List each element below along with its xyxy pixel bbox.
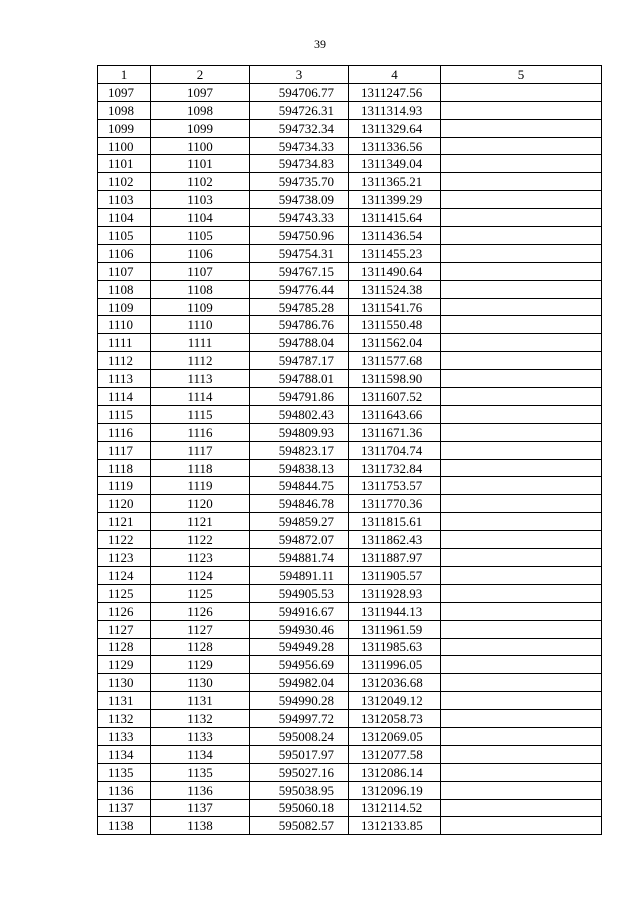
point-number-cell: 1134	[98, 745, 151, 763]
column-header-5: 5	[441, 66, 602, 84]
point-id-cell: 1137	[151, 799, 250, 817]
table-row	[98, 495, 602, 513]
table-row	[98, 209, 602, 227]
point-number-cell: 1132	[98, 710, 151, 728]
point-id-cell: 1114	[151, 388, 250, 406]
note-cell	[441, 781, 602, 799]
table-row	[98, 799, 602, 817]
table-row	[98, 405, 602, 423]
note-cell	[441, 602, 602, 620]
point-id-cell: 1103	[151, 191, 250, 209]
table-row	[98, 566, 602, 584]
x-coordinate-cell: 594846.78	[250, 495, 349, 513]
y-coordinate-cell: 1311905.57	[349, 566, 441, 584]
y-coordinate-cell: 1312133.85	[349, 817, 441, 835]
note-cell	[441, 763, 602, 781]
y-coordinate-cell: 1311944.13	[349, 602, 441, 620]
point-number-cell: 1102	[98, 173, 151, 191]
table-row	[98, 155, 602, 173]
note-cell	[441, 745, 602, 763]
point-number-cell: 1115	[98, 405, 151, 423]
point-id-cell: 1121	[151, 513, 250, 531]
table-row	[98, 674, 602, 692]
x-coordinate-cell: 594990.28	[250, 692, 349, 710]
x-coordinate-cell: 594767.15	[250, 262, 349, 280]
point-number-cell: 1130	[98, 674, 151, 692]
note-cell	[441, 155, 602, 173]
point-id-cell: 1127	[151, 620, 250, 638]
point-number-cell: 1138	[98, 817, 151, 835]
point-id-cell: 1116	[151, 423, 250, 441]
point-id-cell: 1113	[151, 370, 250, 388]
point-id-cell: 1108	[151, 280, 250, 298]
y-coordinate-cell: 1311247.56	[349, 83, 441, 101]
x-coordinate-cell: 594788.04	[250, 334, 349, 352]
table-row	[98, 191, 602, 209]
note-cell	[441, 674, 602, 692]
note-cell	[441, 119, 602, 137]
point-id-cell: 1135	[151, 763, 250, 781]
point-number-cell: 1135	[98, 763, 151, 781]
table-row	[98, 298, 602, 316]
note-cell	[441, 477, 602, 495]
x-coordinate-cell: 594706.77	[250, 83, 349, 101]
point-id-cell: 1104	[151, 209, 250, 227]
note-cell	[441, 727, 602, 745]
point-number-cell: 1129	[98, 656, 151, 674]
y-coordinate-cell: 1311961.59	[349, 620, 441, 638]
x-coordinate-cell: 594949.28	[250, 638, 349, 656]
note-cell	[441, 405, 602, 423]
note-cell	[441, 656, 602, 674]
note-cell	[441, 298, 602, 316]
table-row	[98, 513, 602, 531]
point-number-cell: 1109	[98, 298, 151, 316]
table-row	[98, 656, 602, 674]
note-cell	[441, 370, 602, 388]
y-coordinate-cell: 1311524.38	[349, 280, 441, 298]
note-cell	[441, 334, 602, 352]
point-id-cell: 1128	[151, 638, 250, 656]
point-number-cell: 1100	[98, 137, 151, 155]
y-coordinate-cell: 1311815.61	[349, 513, 441, 531]
note-cell	[441, 316, 602, 334]
point-id-cell: 1124	[151, 566, 250, 584]
table-row	[98, 477, 602, 495]
x-coordinate-cell: 594891.11	[250, 566, 349, 584]
table-row	[98, 262, 602, 280]
point-number-cell: 1112	[98, 352, 151, 370]
y-coordinate-cell: 1311365.21	[349, 173, 441, 191]
table-row	[98, 531, 602, 549]
table-row	[98, 602, 602, 620]
y-coordinate-cell: 1311314.93	[349, 101, 441, 119]
table-row	[98, 119, 602, 137]
y-coordinate-cell: 1312096.19	[349, 781, 441, 799]
point-id-cell: 1131	[151, 692, 250, 710]
y-coordinate-cell: 1311455.23	[349, 244, 441, 262]
table-row	[98, 727, 602, 745]
note-cell	[441, 495, 602, 513]
y-coordinate-cell: 1311732.84	[349, 459, 441, 477]
point-id-cell: 1105	[151, 227, 250, 245]
table-row	[98, 316, 602, 334]
y-coordinate-cell: 1311349.04	[349, 155, 441, 173]
table-row	[98, 173, 602, 191]
point-number-cell: 1108	[98, 280, 151, 298]
x-coordinate-cell: 594905.53	[250, 584, 349, 602]
y-coordinate-cell: 1311436.54	[349, 227, 441, 245]
point-id-cell: 1102	[151, 173, 250, 191]
point-number-cell: 1123	[98, 549, 151, 567]
point-id-cell: 1138	[151, 817, 250, 835]
point-number-cell: 1117	[98, 441, 151, 459]
point-number-cell: 1120	[98, 495, 151, 513]
y-coordinate-cell: 1311562.04	[349, 334, 441, 352]
coordinates-table	[97, 65, 602, 835]
y-coordinate-cell: 1311550.48	[349, 316, 441, 334]
table-row	[98, 817, 602, 835]
y-coordinate-cell: 1312077.58	[349, 745, 441, 763]
table-row	[98, 244, 602, 262]
note-cell	[441, 262, 602, 280]
x-coordinate-cell: 594788.01	[250, 370, 349, 388]
note-cell	[441, 227, 602, 245]
note-cell	[441, 513, 602, 531]
table-row	[98, 584, 602, 602]
point-id-cell: 1119	[151, 477, 250, 495]
point-id-cell: 1110	[151, 316, 250, 334]
point-id-cell: 1117	[151, 441, 250, 459]
y-coordinate-cell: 1311996.05	[349, 656, 441, 674]
y-coordinate-cell: 1311336.56	[349, 137, 441, 155]
point-number-cell: 1113	[98, 370, 151, 388]
point-number-cell: 1103	[98, 191, 151, 209]
y-coordinate-cell: 1311329.64	[349, 119, 441, 137]
x-coordinate-cell: 594786.76	[250, 316, 349, 334]
column-header-2: 2	[151, 66, 250, 84]
x-coordinate-cell: 595060.18	[250, 799, 349, 817]
note-cell	[441, 280, 602, 298]
table-row	[98, 334, 602, 352]
table-row	[98, 423, 602, 441]
note-cell	[441, 817, 602, 835]
note-cell	[441, 531, 602, 549]
note-cell	[441, 620, 602, 638]
x-coordinate-cell: 594809.93	[250, 423, 349, 441]
x-coordinate-cell: 595027.16	[250, 763, 349, 781]
x-coordinate-cell: 594982.04	[250, 674, 349, 692]
note-cell	[441, 692, 602, 710]
table-row	[98, 83, 602, 101]
table-row	[98, 227, 602, 245]
x-coordinate-cell: 594743.33	[250, 209, 349, 227]
table-row	[98, 710, 602, 728]
point-number-cell: 1098	[98, 101, 151, 119]
table-row	[98, 441, 602, 459]
x-coordinate-cell: 594785.28	[250, 298, 349, 316]
y-coordinate-cell: 1311643.66	[349, 405, 441, 423]
y-coordinate-cell: 1311985.63	[349, 638, 441, 656]
point-id-cell: 1097	[151, 83, 250, 101]
x-coordinate-cell: 594823.17	[250, 441, 349, 459]
x-coordinate-cell: 594735.70	[250, 173, 349, 191]
note-cell	[441, 83, 602, 101]
y-coordinate-cell: 1311541.76	[349, 298, 441, 316]
point-number-cell: 1137	[98, 799, 151, 817]
table-header	[98, 66, 602, 84]
point-id-cell: 1122	[151, 531, 250, 549]
point-number-cell: 1122	[98, 531, 151, 549]
x-coordinate-cell: 594734.83	[250, 155, 349, 173]
table-row	[98, 692, 602, 710]
y-coordinate-cell: 1311862.43	[349, 531, 441, 549]
x-coordinate-cell: 594787.17	[250, 352, 349, 370]
note-cell	[441, 209, 602, 227]
column-header-3: 3	[250, 66, 349, 84]
x-coordinate-cell: 594916.67	[250, 602, 349, 620]
y-coordinate-cell: 1312058.73	[349, 710, 441, 728]
point-id-cell: 1125	[151, 584, 250, 602]
table-row	[98, 352, 602, 370]
x-coordinate-cell: 595082.57	[250, 817, 349, 835]
point-id-cell: 1123	[151, 549, 250, 567]
table-row	[98, 763, 602, 781]
point-number-cell: 1106	[98, 244, 151, 262]
table-row	[98, 459, 602, 477]
y-coordinate-cell: 1312114.52	[349, 799, 441, 817]
x-coordinate-cell: 594956.69	[250, 656, 349, 674]
y-coordinate-cell: 1311928.93	[349, 584, 441, 602]
note-cell	[441, 352, 602, 370]
x-coordinate-cell: 594776.44	[250, 280, 349, 298]
note-cell	[441, 638, 602, 656]
point-id-cell: 1132	[151, 710, 250, 728]
point-number-cell: 1116	[98, 423, 151, 441]
point-id-cell: 1136	[151, 781, 250, 799]
table-row	[98, 620, 602, 638]
note-cell	[441, 388, 602, 406]
point-number-cell: 1099	[98, 119, 151, 137]
point-id-cell: 1101	[151, 155, 250, 173]
y-coordinate-cell: 1311598.90	[349, 370, 441, 388]
point-number-cell: 1125	[98, 584, 151, 602]
point-id-cell: 1133	[151, 727, 250, 745]
y-coordinate-cell: 1312086.14	[349, 763, 441, 781]
point-number-cell: 1111	[98, 334, 151, 352]
point-id-cell: 1134	[151, 745, 250, 763]
point-number-cell: 1101	[98, 155, 151, 173]
point-id-cell: 1109	[151, 298, 250, 316]
note-cell	[441, 799, 602, 817]
x-coordinate-cell: 594732.34	[250, 119, 349, 137]
note-cell	[441, 441, 602, 459]
point-number-cell: 1107	[98, 262, 151, 280]
point-id-cell: 1126	[151, 602, 250, 620]
x-coordinate-cell: 594754.31	[250, 244, 349, 262]
y-coordinate-cell: 1311399.29	[349, 191, 441, 209]
point-number-cell: 1126	[98, 602, 151, 620]
y-coordinate-cell: 1311671.36	[349, 423, 441, 441]
x-coordinate-cell: 594791.86	[250, 388, 349, 406]
point-number-cell: 1131	[98, 692, 151, 710]
point-id-cell: 1111	[151, 334, 250, 352]
y-coordinate-cell: 1312049.12	[349, 692, 441, 710]
point-number-cell: 1128	[98, 638, 151, 656]
note-cell	[441, 191, 602, 209]
point-id-cell: 1129	[151, 656, 250, 674]
point-id-cell: 1099	[151, 119, 250, 137]
table-row	[98, 781, 602, 799]
note-cell	[441, 101, 602, 119]
x-coordinate-cell: 594802.43	[250, 405, 349, 423]
column-header-4: 4	[349, 66, 441, 84]
x-coordinate-cell: 594859.27	[250, 513, 349, 531]
note-cell	[441, 423, 602, 441]
point-id-cell: 1120	[151, 495, 250, 513]
y-coordinate-cell: 1312069.05	[349, 727, 441, 745]
x-coordinate-cell: 594997.72	[250, 710, 349, 728]
point-id-cell: 1112	[151, 352, 250, 370]
table-row	[98, 137, 602, 155]
point-number-cell: 1104	[98, 209, 151, 227]
table-body	[98, 83, 602, 834]
y-coordinate-cell: 1311887.97	[349, 549, 441, 567]
point-number-cell: 1124	[98, 566, 151, 584]
note-cell	[441, 710, 602, 728]
note-cell	[441, 566, 602, 584]
note-cell	[441, 459, 602, 477]
point-number-cell: 1136	[98, 781, 151, 799]
y-coordinate-cell: 1311607.52	[349, 388, 441, 406]
y-coordinate-cell: 1311770.36	[349, 495, 441, 513]
x-coordinate-cell: 595008.24	[250, 727, 349, 745]
point-number-cell: 1121	[98, 513, 151, 531]
y-coordinate-cell: 1311753.57	[349, 477, 441, 495]
note-cell	[441, 173, 602, 191]
x-coordinate-cell: 594838.13	[250, 459, 349, 477]
point-id-cell: 1106	[151, 244, 250, 262]
x-coordinate-cell: 594881.74	[250, 549, 349, 567]
y-coordinate-cell: 1312036.68	[349, 674, 441, 692]
note-cell	[441, 584, 602, 602]
point-number-cell: 1127	[98, 620, 151, 638]
point-number-cell: 1119	[98, 477, 151, 495]
table-row	[98, 638, 602, 656]
point-number-cell: 1114	[98, 388, 151, 406]
x-coordinate-cell: 594734.33	[250, 137, 349, 155]
column-header-1: 1	[98, 66, 151, 84]
x-coordinate-cell: 594844.75	[250, 477, 349, 495]
table-row	[98, 549, 602, 567]
x-coordinate-cell: 594738.09	[250, 191, 349, 209]
point-id-cell: 1130	[151, 674, 250, 692]
point-number-cell: 1110	[98, 316, 151, 334]
y-coordinate-cell: 1311490.64	[349, 262, 441, 280]
point-id-cell: 1100	[151, 137, 250, 155]
table-row	[98, 370, 602, 388]
point-number-cell: 1118	[98, 459, 151, 477]
table-row	[98, 101, 602, 119]
point-number-cell: 1105	[98, 227, 151, 245]
y-coordinate-cell: 1311704.74	[349, 441, 441, 459]
point-number-cell: 1097	[98, 83, 151, 101]
x-coordinate-cell: 595038.95	[250, 781, 349, 799]
note-cell	[441, 244, 602, 262]
point-number-cell: 1133	[98, 727, 151, 745]
note-cell	[441, 549, 602, 567]
note-cell	[441, 137, 602, 155]
y-coordinate-cell: 1311415.64	[349, 209, 441, 227]
x-coordinate-cell: 594726.31	[250, 101, 349, 119]
table-row	[98, 280, 602, 298]
table-row	[98, 745, 602, 763]
point-id-cell: 1118	[151, 459, 250, 477]
x-coordinate-cell: 594750.96	[250, 227, 349, 245]
table-row	[98, 388, 602, 406]
point-id-cell: 1098	[151, 101, 250, 119]
x-coordinate-cell: 595017.97	[250, 745, 349, 763]
header-row	[98, 66, 602, 84]
x-coordinate-cell: 594930.46	[250, 620, 349, 638]
y-coordinate-cell: 1311577.68	[349, 352, 441, 370]
point-id-cell: 1107	[151, 262, 250, 280]
page-number: 39	[314, 37, 326, 51]
point-id-cell: 1115	[151, 405, 250, 423]
x-coordinate-cell: 594872.07	[250, 531, 349, 549]
